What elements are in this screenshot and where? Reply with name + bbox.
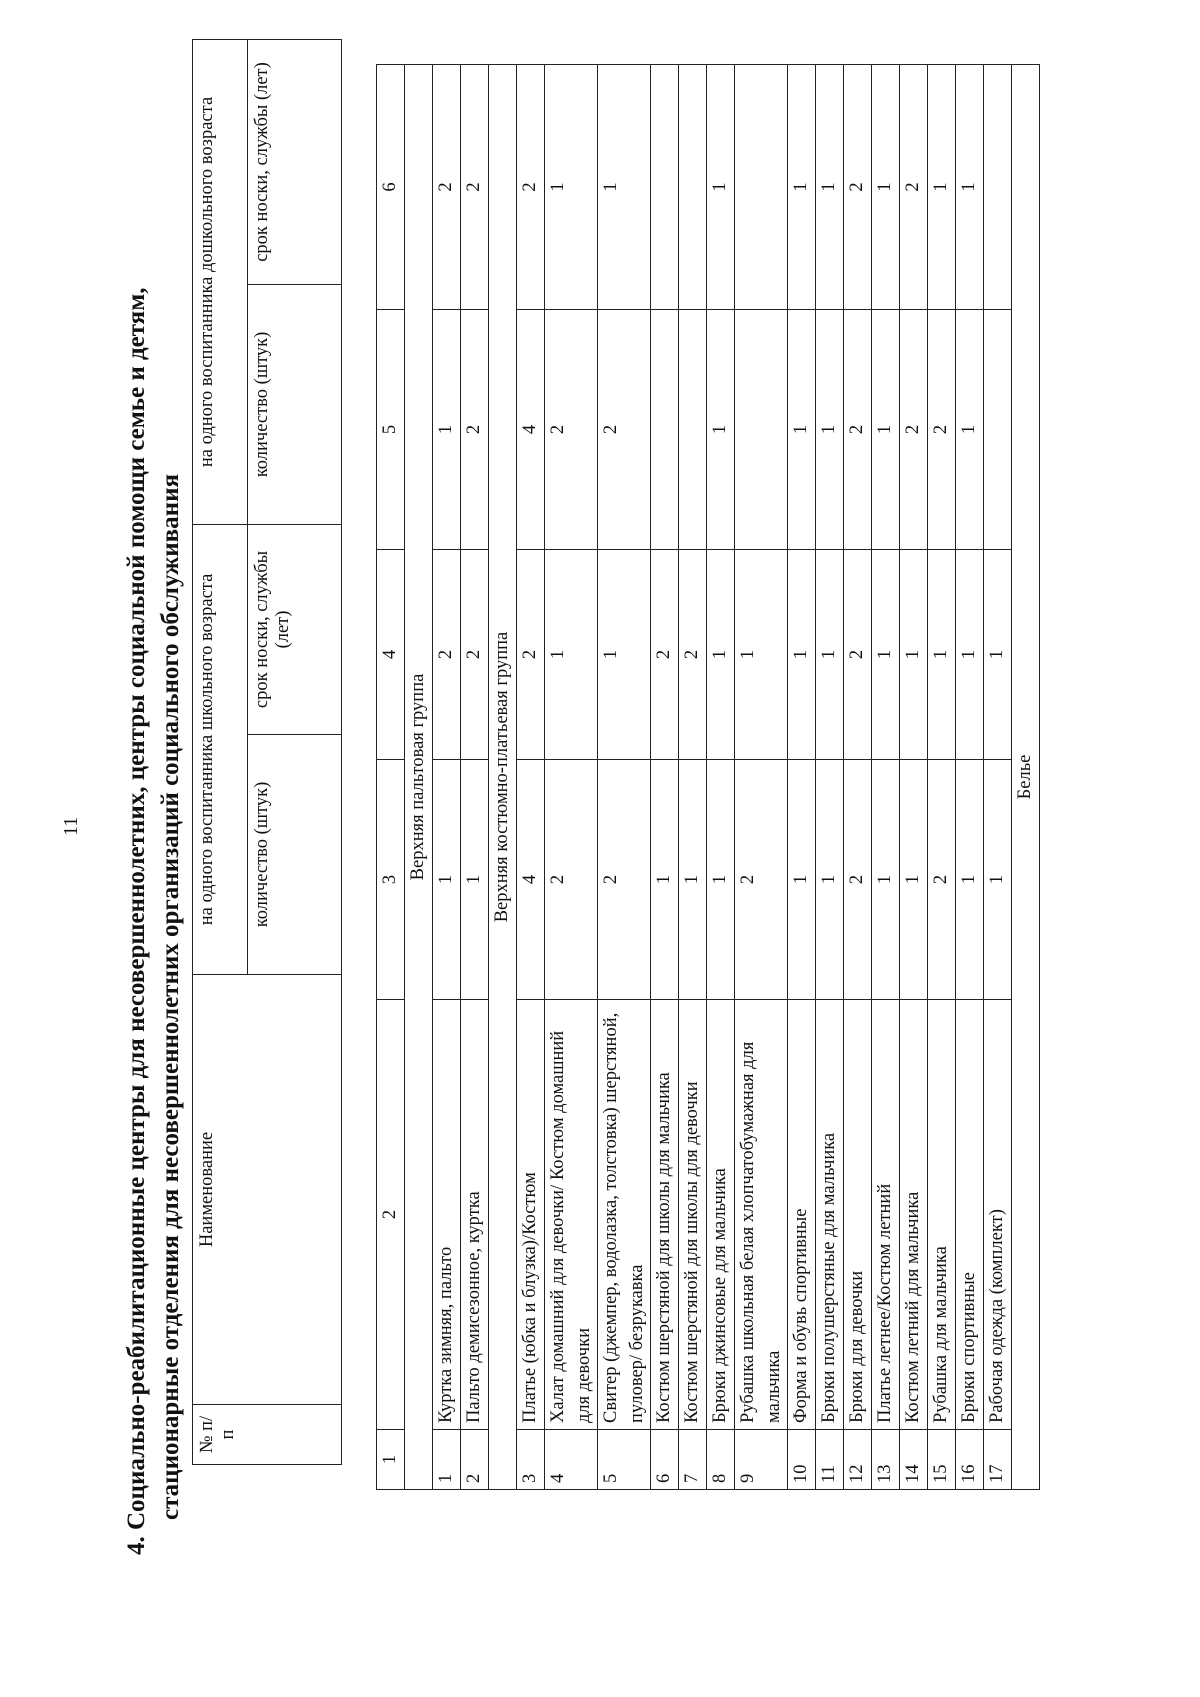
cell-c4: 1 xyxy=(928,550,956,760)
header-table xyxy=(192,39,342,1465)
table-row xyxy=(517,65,545,1490)
cell-c5 xyxy=(984,310,1012,550)
cell-name: Брюки спортивные xyxy=(956,1000,984,1430)
header-preschool-group: на одного воспитанника дошкольного возраста xyxy=(193,39,248,524)
cell-c6: 1 xyxy=(707,65,735,310)
cell-name: Костюм шерстяной для школы для девочки xyxy=(679,1000,707,1430)
cell-c6: 1 xyxy=(545,65,598,310)
cell-n: 17 xyxy=(984,1430,1012,1490)
cell-c4: 1 xyxy=(598,550,651,760)
header-school-qty: количество (штук) xyxy=(248,735,342,975)
header-preschool-term: срок носки, службы (лет) xyxy=(248,39,342,284)
page-number: 11 xyxy=(60,816,82,836)
cell-c3: 2 xyxy=(844,760,872,1000)
header-num: № п/п xyxy=(193,1405,342,1465)
table-row xyxy=(735,65,788,1490)
cell-c6 xyxy=(735,65,788,310)
section-title: Верхняя пальтовая группа xyxy=(405,65,433,1490)
cell-c3: 1 xyxy=(816,760,844,1000)
section-row xyxy=(405,65,433,1490)
cell-c3: 2 xyxy=(735,760,788,1000)
column-index-cell: 5 xyxy=(377,310,405,550)
cell-c6: 2 xyxy=(517,65,545,310)
cell-c4: 2 xyxy=(679,550,707,760)
cell-c3: 1 xyxy=(956,760,984,1000)
cell-n: 6 xyxy=(651,1430,679,1490)
cell-c4: 1 xyxy=(984,550,1012,760)
rotated-page-content xyxy=(120,40,1080,1555)
cell-c5: 1 xyxy=(816,310,844,550)
table-row xyxy=(461,65,489,1490)
title-line-2: стационарные отделения для несовершеннолетних организаций социального обслуживания xyxy=(157,474,184,1520)
cell-name: Куртка зимняя, пальто xyxy=(433,1000,461,1430)
cell-c3: 1 xyxy=(461,760,489,1000)
norms-table xyxy=(376,64,1040,1490)
cell-n: 13 xyxy=(872,1430,900,1490)
cell-c5: 1 xyxy=(788,310,816,550)
cell-n: 3 xyxy=(517,1430,545,1490)
column-index-cell: 6 xyxy=(377,65,405,310)
cell-name: Форма и обувь спортивные xyxy=(788,1000,816,1430)
table-row xyxy=(679,65,707,1490)
cell-c5: 4 xyxy=(517,310,545,550)
cell-c6 xyxy=(984,65,1012,310)
column-index-row xyxy=(377,65,405,1490)
cell-name: Брюки джинсовые для мальчика xyxy=(707,1000,735,1430)
header-preschool-qty: количество (штук) xyxy=(248,284,342,524)
table-row xyxy=(928,65,956,1490)
cell-c3: 4 xyxy=(517,760,545,1000)
cell-n: 7 xyxy=(679,1430,707,1490)
cell-c5: 2 xyxy=(928,310,956,550)
cell-c4: 2 xyxy=(461,550,489,760)
table-row xyxy=(545,65,598,1490)
column-index-cell: 2 xyxy=(377,1000,405,1430)
cell-name: Костюм шерстяной для школы для мальчика xyxy=(651,1000,679,1430)
cell-c4: 1 xyxy=(816,550,844,760)
table-row xyxy=(433,65,461,1490)
cell-name: Халат домашний для девочки/ Костюм домашний для девочки xyxy=(545,1000,598,1430)
table-row xyxy=(984,65,1012,1490)
cell-n: 11 xyxy=(816,1430,844,1490)
cell-c5 xyxy=(735,310,788,550)
cell-n: 2 xyxy=(461,1430,489,1490)
cell-n: 8 xyxy=(707,1430,735,1490)
cell-c4: 2 xyxy=(651,550,679,760)
cell-c4: 1 xyxy=(872,550,900,760)
table-row xyxy=(900,65,928,1490)
cell-c4: 2 xyxy=(517,550,545,760)
cell-c6: 1 xyxy=(956,65,984,310)
cell-n: 1 xyxy=(433,1430,461,1490)
header-school-group: на одного воспитанника школьного возраста xyxy=(193,524,248,974)
cell-c4: 1 xyxy=(545,550,598,760)
cell-n: 12 xyxy=(844,1430,872,1490)
table-row xyxy=(956,65,984,1490)
cell-c6 xyxy=(651,65,679,310)
cell-c3: 2 xyxy=(545,760,598,1000)
cell-c4: 1 xyxy=(735,550,788,760)
header-school-term: срок носки, службы (лет) xyxy=(248,524,342,734)
cell-n: 4 xyxy=(545,1430,598,1490)
cell-name: Платье летнее/Костюм летний xyxy=(872,1000,900,1430)
cell-c6 xyxy=(679,65,707,310)
header-name: Наименование xyxy=(193,975,342,1405)
cell-n: 9 xyxy=(735,1430,788,1490)
cell-c6: 2 xyxy=(461,65,489,310)
table-row xyxy=(872,65,900,1490)
cell-c3: 1 xyxy=(900,760,928,1000)
cell-c6: 1 xyxy=(598,65,651,310)
table-row xyxy=(788,65,816,1490)
cell-name: Свитер (джемпер, водолазка, толстовка) шерстяной, пуловер/ безрукавка xyxy=(598,1000,651,1430)
cell-c3: 1 xyxy=(984,760,1012,1000)
cell-c3: 1 xyxy=(872,760,900,1000)
cell-c5 xyxy=(651,310,679,550)
section-row xyxy=(489,65,517,1490)
cell-name: Брюки для девочки xyxy=(844,1000,872,1430)
section-row xyxy=(1012,65,1040,1490)
cell-c5: 2 xyxy=(900,310,928,550)
table-row xyxy=(651,65,679,1490)
column-index-cell: 1 xyxy=(377,1430,405,1490)
cell-c5: 2 xyxy=(545,310,598,550)
cell-c5: 2 xyxy=(598,310,651,550)
cell-c6: 2 xyxy=(433,65,461,310)
cell-c6: 2 xyxy=(900,65,928,310)
table-row xyxy=(598,65,651,1490)
column-index-cell: 4 xyxy=(377,550,405,760)
title-line-1: 4. Социально-реабилитационные центры для несовершеннолетних, центры социальной помощи семье и детям, xyxy=(123,287,150,1555)
cell-c5: 1 xyxy=(433,310,461,550)
cell-c4: 2 xyxy=(844,550,872,760)
cell-name: Пальто демисезонное, куртка xyxy=(461,1000,489,1430)
cell-c4: 1 xyxy=(900,550,928,760)
cell-c6: 1 xyxy=(788,65,816,310)
cell-c5: 2 xyxy=(461,310,489,550)
cell-n: 16 xyxy=(956,1430,984,1490)
cell-name: Брюки полушерстяные для мальчика xyxy=(816,1000,844,1430)
cell-c3: 1 xyxy=(651,760,679,1000)
cell-n: 14 xyxy=(900,1430,928,1490)
cell-name: Рубашка для мальчика xyxy=(928,1000,956,1430)
cell-c4: 2 xyxy=(433,550,461,760)
cell-c5: 1 xyxy=(872,310,900,550)
cell-c4: 1 xyxy=(707,550,735,760)
cell-c4: 1 xyxy=(788,550,816,760)
cell-c3: 1 xyxy=(707,760,735,1000)
cell-c3: 1 xyxy=(788,760,816,1000)
table-row xyxy=(816,65,844,1490)
cell-name: Рубашка школьная белая хлопчатобумажная для мальчика xyxy=(735,1000,788,1430)
cell-c5: 1 xyxy=(707,310,735,550)
cell-c3: 2 xyxy=(598,760,651,1000)
cell-c5: 2 xyxy=(844,310,872,550)
cell-n: 15 xyxy=(928,1430,956,1490)
cell-c6: 1 xyxy=(872,65,900,310)
table-row xyxy=(844,65,872,1490)
cell-n: 5 xyxy=(598,1430,651,1490)
cell-c6: 2 xyxy=(844,65,872,310)
cell-c5: 1 xyxy=(956,310,984,550)
cell-c4: 1 xyxy=(956,550,984,760)
cell-name: Платье (юбка и блузка)/Костюм xyxy=(517,1000,545,1430)
cell-c3: 1 xyxy=(433,760,461,1000)
table-row xyxy=(707,65,735,1490)
section-title: Белье xyxy=(1012,65,1040,1490)
cell-name: Рабочая одежда (комплект) xyxy=(984,1000,1012,1430)
column-index-cell: 3 xyxy=(377,760,405,1000)
cell-c6: 1 xyxy=(816,65,844,310)
cell-name: Костюм летний для мальчика xyxy=(900,1000,928,1430)
section-title: Верхняя костюмно-платьевая группа xyxy=(489,65,517,1490)
cell-c3: 1 xyxy=(679,760,707,1000)
cell-c6: 1 xyxy=(928,65,956,310)
cell-c5 xyxy=(679,310,707,550)
cell-n: 10 xyxy=(788,1430,816,1490)
document-title xyxy=(120,40,188,1555)
cell-c3: 2 xyxy=(928,760,956,1000)
